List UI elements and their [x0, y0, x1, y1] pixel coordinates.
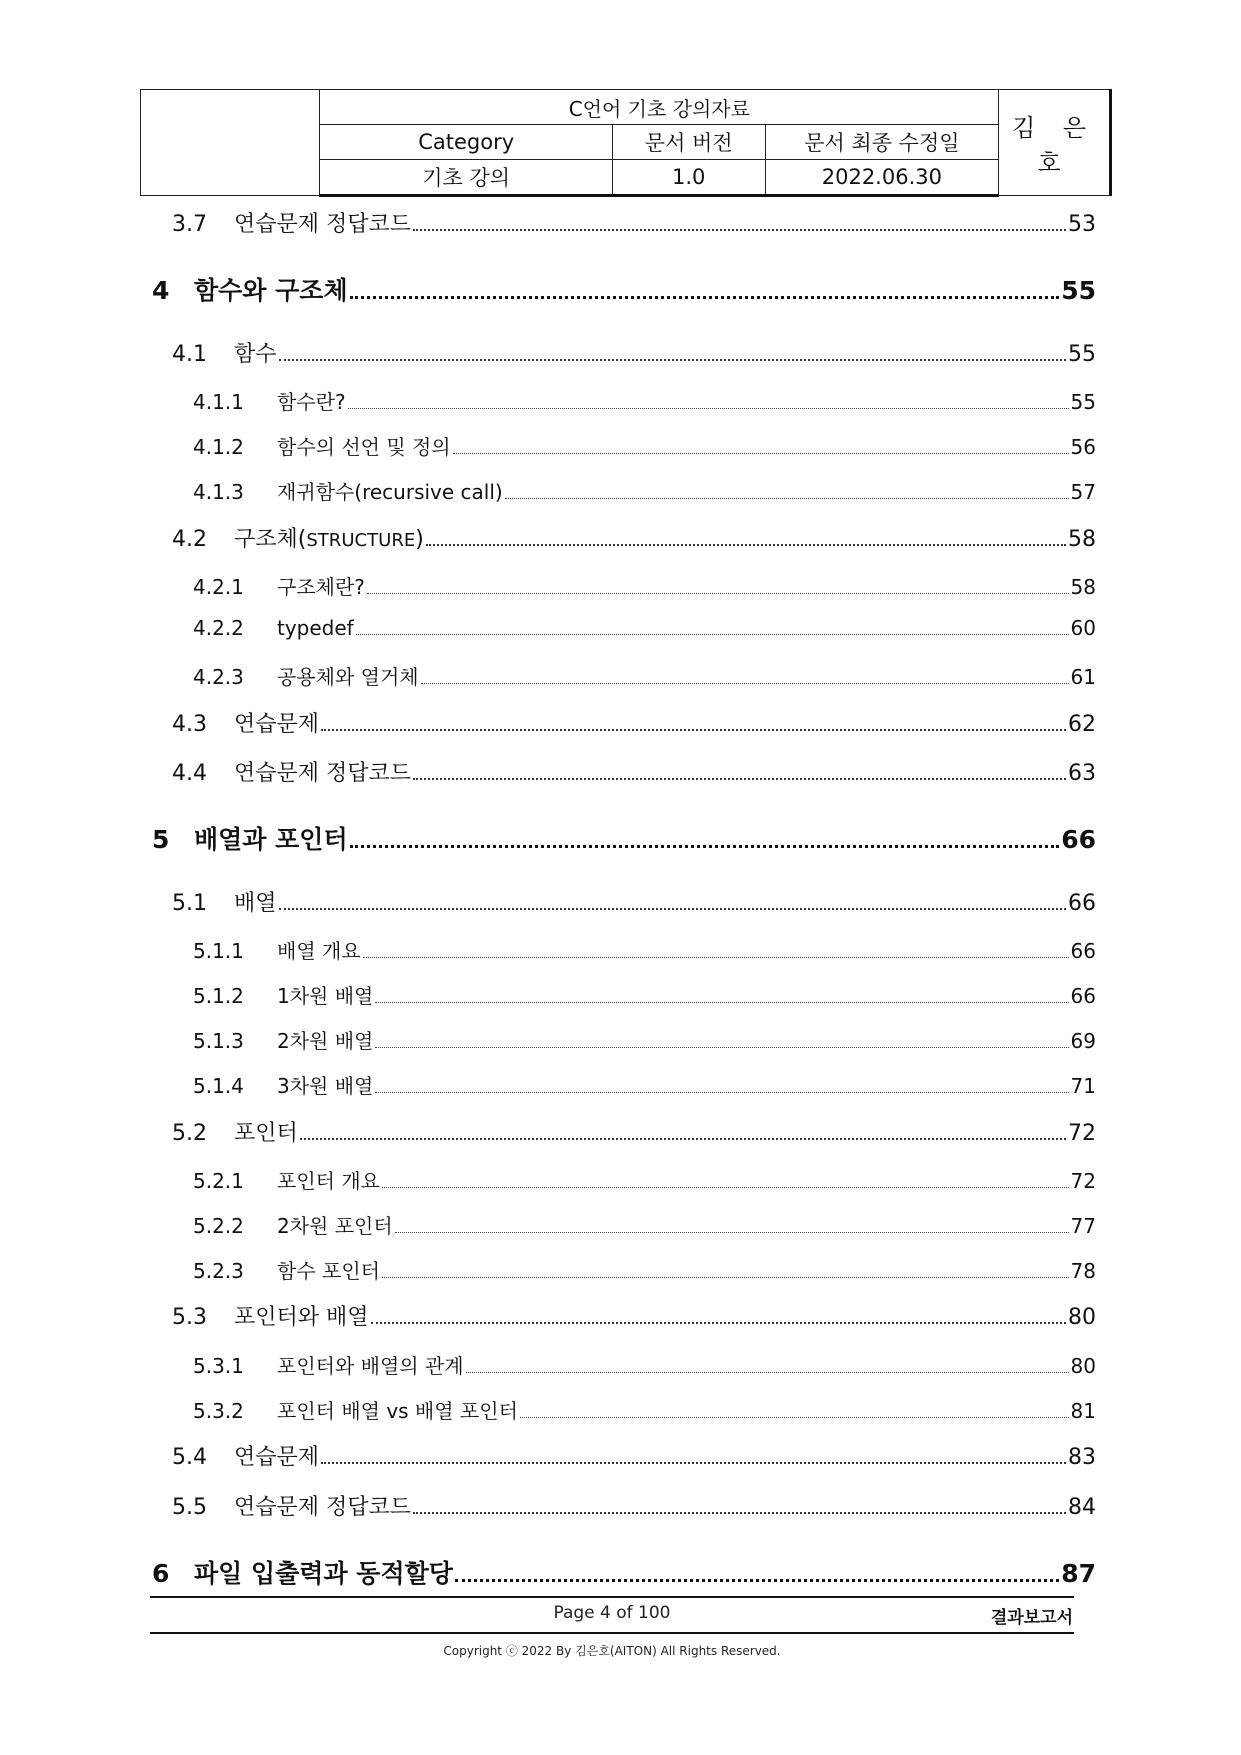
dot-leader	[382, 1263, 1069, 1278]
toc-page: 66	[1070, 939, 1096, 963]
toc-page: 63	[1068, 761, 1096, 786]
toc-entry[interactable]	[152, 271, 1096, 307]
toc-page: 58	[1068, 527, 1096, 552]
footer-divider-top	[150, 1596, 1074, 1598]
toc-entry[interactable]	[193, 431, 1096, 460]
doc-title: C언어 기초 강의자료	[320, 90, 999, 125]
toc-page: 80	[1070, 1354, 1096, 1378]
toc-entry[interactable]	[193, 1255, 1096, 1284]
toc-entry[interactable]	[193, 616, 1096, 640]
toc-number: 5.1.2	[193, 984, 244, 1008]
toc-entry[interactable]	[193, 1395, 1096, 1424]
toc-title: 연습문제 정답코드	[234, 761, 412, 786]
category-label: Category	[320, 125, 612, 160]
toc-page: 66	[1061, 825, 1096, 854]
toc-title: 배열과 포인터	[194, 825, 348, 854]
toc-title: 연습문제	[234, 712, 320, 737]
toc-title: 함수의 선언 및 정의	[277, 435, 451, 459]
version-label: 문서 버전	[612, 125, 765, 160]
toc-page: 66	[1070, 984, 1096, 1008]
toc-entry[interactable]	[193, 1025, 1096, 1054]
toc-title: 연습문제	[234, 1445, 320, 1470]
toc-entry[interactable]	[172, 886, 1096, 917]
toc-number: 5	[152, 825, 170, 854]
toc-page: 84	[1068, 1495, 1096, 1520]
modified-value: 2022.06.30	[765, 160, 999, 196]
dot-leader	[375, 1033, 1068, 1048]
toc-title: 함수란?	[277, 390, 346, 414]
toc-entry[interactable]	[152, 1554, 1096, 1590]
toc-page: 81	[1070, 1399, 1096, 1423]
toc-number: 5.4	[172, 1445, 207, 1470]
toc-entry[interactable]	[172, 1300, 1096, 1331]
toc-page: 53	[1068, 212, 1096, 237]
dot-leader	[279, 343, 1066, 361]
logo-cell	[141, 90, 320, 196]
dot-leader	[350, 278, 1060, 299]
dot-leader	[371, 1306, 1066, 1324]
toc-page: 78	[1070, 1259, 1096, 1283]
toc-entry[interactable]	[193, 1210, 1096, 1239]
author-name: 김 은 호	[999, 90, 1111, 196]
toc-number: 4.2.2	[193, 616, 244, 640]
toc-page: 55	[1061, 276, 1096, 305]
toc-number: 4.2.3	[193, 665, 244, 689]
dot-leader	[421, 669, 1069, 684]
toc-entry[interactable]	[193, 476, 1096, 505]
toc-number: 3.7	[172, 212, 207, 237]
dot-leader	[520, 1403, 1069, 1418]
toc-entry[interactable]	[193, 386, 1096, 415]
toc-number: 5.2.3	[193, 1259, 244, 1283]
dot-leader	[356, 620, 1069, 635]
toc-entry[interactable]	[172, 1440, 1096, 1471]
toc-title: 공용체와 열거체	[277, 665, 419, 689]
toc-number: 5.1.4	[193, 1074, 244, 1098]
toc-page: 77	[1070, 1214, 1096, 1238]
toc-entry[interactable]	[172, 1490, 1096, 1521]
toc-title: 3차원 배열	[277, 1074, 374, 1098]
toc-page: 55	[1070, 390, 1096, 414]
dot-leader	[375, 1078, 1068, 1093]
toc-title: 연습문제 정답코드	[234, 212, 412, 237]
toc-title: 1차원 배열	[277, 984, 374, 1008]
toc-title: 파일 입출력과 동적할당	[194, 1559, 453, 1588]
dot-leader	[455, 1561, 1059, 1582]
dot-leader	[300, 1122, 1066, 1140]
toc-page: 56	[1070, 435, 1096, 459]
category-value: 기초 강의	[320, 160, 612, 196]
dot-leader	[321, 713, 1066, 731]
toc-entry[interactable]	[193, 661, 1096, 690]
toc-title: 2차원 배열	[277, 1029, 374, 1053]
toc-title: 구조체란?	[277, 575, 365, 599]
dot-leader	[350, 827, 1060, 848]
dot-leader	[413, 213, 1066, 231]
toc-number: 4.2.1	[193, 575, 244, 599]
modified-label: 문서 최종 수정일	[765, 125, 999, 160]
toc-number: 5.2	[172, 1121, 207, 1146]
dot-leader	[321, 1446, 1066, 1464]
copyright-notice: Copyright ⓒ 2022 By 김은호(AITON) All Rights Reserved.	[443, 1644, 781, 1658]
toc-page: 71	[1070, 1074, 1096, 1098]
toc-entry[interactable]	[172, 522, 1096, 553]
toc-page: 57	[1070, 480, 1096, 504]
dot-leader	[453, 439, 1069, 454]
toc-page: 72	[1070, 1169, 1096, 1193]
toc-page: 58	[1070, 575, 1096, 599]
toc-title: 재귀함수(recursive call)	[277, 480, 503, 504]
dot-leader	[348, 394, 1069, 409]
toc-page: 62	[1068, 712, 1096, 737]
toc-number: 4	[152, 276, 170, 305]
toc-number: 4.1.1	[193, 390, 244, 414]
toc-page: 72	[1068, 1121, 1096, 1146]
toc-entry[interactable]	[172, 707, 1096, 738]
toc-entry[interactable]	[172, 207, 1096, 238]
toc-page: 66	[1068, 891, 1096, 916]
toc-number: 4.3	[172, 712, 207, 737]
toc-entry[interactable]	[193, 935, 1096, 964]
toc-entry[interactable]	[172, 756, 1096, 787]
toc-page: 60	[1070, 616, 1096, 640]
toc-title: 배열	[234, 891, 277, 916]
dot-leader	[382, 1173, 1069, 1188]
toc-title: 포인터와 배열	[234, 1305, 369, 1330]
toc-page: 80	[1068, 1305, 1096, 1330]
toc-number: 6	[152, 1559, 170, 1588]
toc-number: 5.1	[172, 891, 207, 916]
toc-entry[interactable]	[193, 1350, 1096, 1379]
dot-leader	[395, 1218, 1069, 1233]
toc-number: 4.1.3	[193, 480, 244, 504]
toc-page: 61	[1070, 665, 1096, 689]
toc-title: 2차원 포인터	[277, 1214, 393, 1238]
dot-leader	[426, 528, 1066, 546]
page-number: Page 4 of 100	[553, 1603, 671, 1623]
toc-number: 4.1	[172, 342, 207, 367]
toc-number: 5.1.1	[193, 939, 244, 963]
toc-number: 5.3	[172, 1305, 207, 1330]
toc-page: 69	[1070, 1029, 1096, 1053]
toc-page: 55	[1068, 342, 1096, 367]
dot-leader	[375, 988, 1068, 1003]
toc-title: 함수와 구조체	[194, 276, 348, 305]
toc-entry[interactable]	[193, 1070, 1096, 1099]
toc-number: 5.3.2	[193, 1399, 244, 1423]
toc-number: 4.2	[172, 527, 207, 552]
dot-leader	[505, 484, 1069, 499]
dot-leader	[413, 762, 1066, 780]
toc-number: 4.1.2	[193, 435, 244, 459]
toc-page: 83	[1068, 1445, 1096, 1470]
toc-entry[interactable]	[193, 1165, 1096, 1194]
dot-leader	[367, 579, 1069, 594]
toc-title: 포인터	[234, 1121, 298, 1146]
toc-title: 함수	[234, 342, 277, 367]
toc-entry[interactable]	[172, 1116, 1096, 1147]
toc-entry[interactable]	[152, 820, 1096, 856]
toc-title: 포인터 배열 vs 배열 포인터	[277, 1399, 518, 1423]
document-header-table	[140, 89, 1112, 197]
toc-title: 포인터와 배열의 관계	[277, 1354, 464, 1378]
footer-divider-bottom	[150, 1632, 1074, 1634]
dot-leader	[279, 892, 1066, 910]
toc-title: 함수 포인터	[277, 1259, 380, 1283]
toc-title: 구조체(STRUCTURE)	[234, 527, 424, 552]
toc-number: 5.1.3	[193, 1029, 244, 1053]
toc-entry[interactable]	[193, 571, 1096, 600]
dot-leader	[466, 1358, 1069, 1373]
toc-entry[interactable]	[172, 337, 1096, 368]
toc-number: 5.2.1	[193, 1169, 244, 1193]
toc-page: 87	[1061, 1559, 1096, 1588]
report-label: 결과보고서	[990, 1608, 1073, 1628]
toc-number: 5.2.2	[193, 1214, 244, 1238]
toc-number: 4.4	[172, 761, 207, 786]
toc-entry[interactable]	[193, 980, 1096, 1009]
version-value: 1.0	[612, 160, 765, 196]
toc-title: 연습문제 정답코드	[234, 1495, 412, 1520]
toc-title: 배열 개요	[277, 939, 361, 963]
toc-title: 포인터 개요	[277, 1169, 380, 1193]
toc-number: 5.5	[172, 1495, 207, 1520]
dot-leader	[363, 943, 1069, 958]
dot-leader	[413, 1496, 1066, 1514]
toc-title: typedef	[277, 616, 354, 640]
toc-number: 5.3.1	[193, 1354, 244, 1378]
